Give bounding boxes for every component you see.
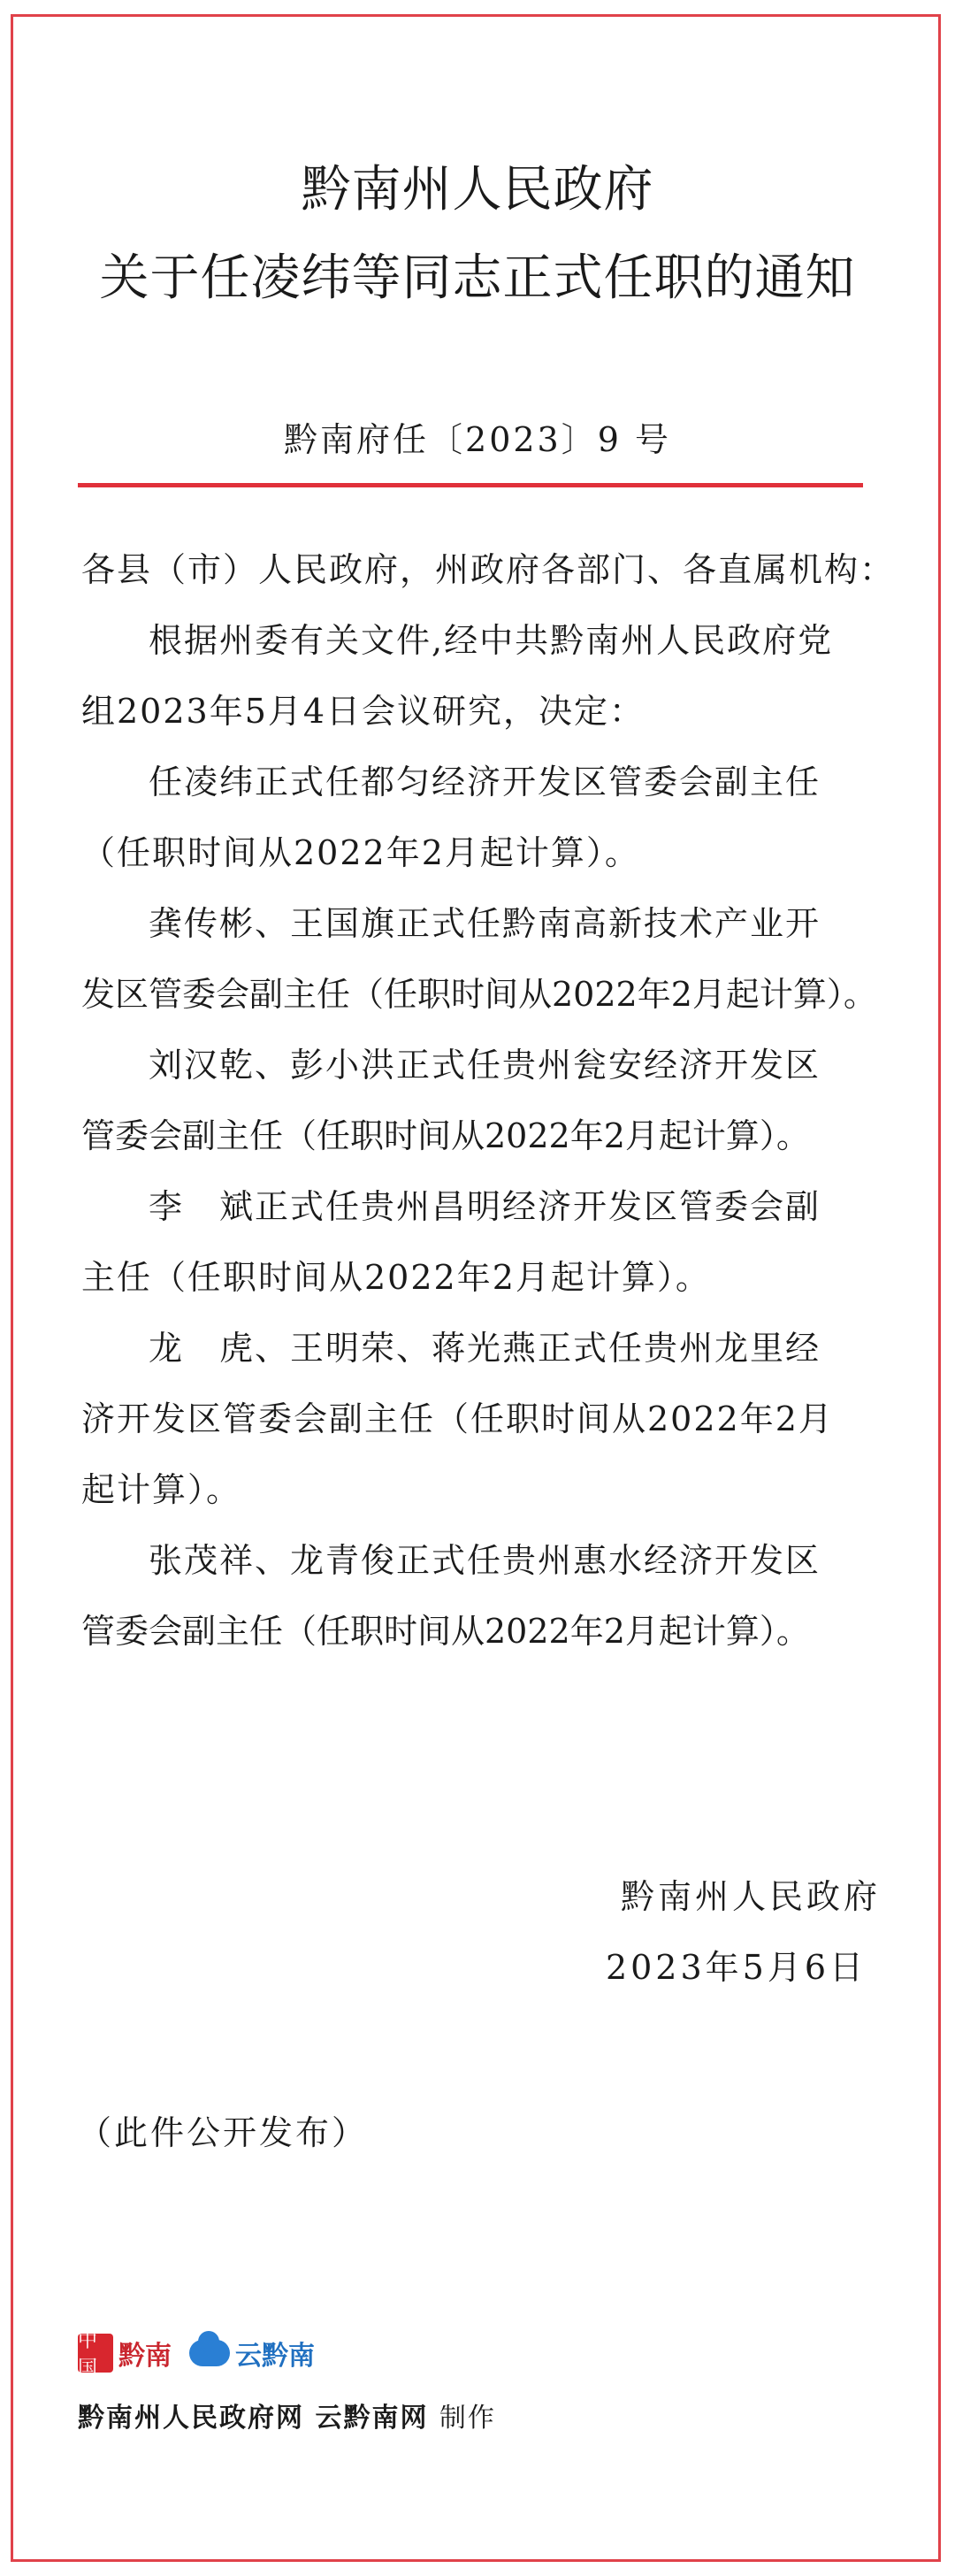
body-line: 发区管委会副主任（任职时间从2022年2月起计算）。: [81, 975, 877, 1014]
seal-icon: 中国: [78, 2334, 113, 2373]
document-number: 黔南府任〔2023〕9 号: [284, 420, 671, 459]
body-line: 张茂祥、龙青俊正式任贵州惠水经济开发区: [149, 1541, 821, 1580]
logo-text: 云黔南: [235, 2341, 315, 2372]
body-line: 主任（任职时间从2022年2月起计算）。: [81, 1258, 711, 1297]
signature-date: 2023年5月6日: [605, 1948, 867, 1987]
red-divider: [78, 483, 863, 487]
document-title-line1: 黔南州人民政府: [301, 161, 654, 218]
body-line: 刘汉乾、彭小洪正式任贵州瓮安经济开发区: [149, 1046, 821, 1085]
signature-org: 黔南州人民政府: [620, 1877, 881, 1916]
body-line: 起计算）。: [81, 1470, 242, 1509]
body-line: 管委会副主任（任职时间从2022年2月起计算）。: [81, 1116, 810, 1155]
qiannan-government-logo: [78, 2330, 172, 2380]
body-line: 任凌纬正式任都匀经济开发区管委会副主任: [149, 763, 821, 801]
body-line: （任职时间从2022年2月起计算）。: [81, 833, 640, 872]
body-line: 管委会副主任（任职时间从2022年2月起计算）。: [81, 1612, 810, 1651]
document-body: [81, 534, 895, 1667]
body-line: 龙 虎、王明荣、蒋光燕正式任贵州龙里经: [149, 1329, 821, 1368]
body-line: 龚传彬、王国旗正式任黔南高新技术产业开: [149, 904, 821, 943]
logo-text: 黔南: [118, 2341, 172, 2372]
body-line: 组2023年5月4日会议研究，决定：: [81, 692, 646, 731]
production-credit: [78, 2396, 496, 2434]
body-line: 济开发区管委会副主任（任职时间从2022年2月: [81, 1399, 834, 1438]
body-line: 李 斌正式任贵州昌明经济开发区管委会副: [149, 1187, 821, 1226]
publication-note: （此件公开发布）: [78, 2113, 369, 2152]
credit-sites: 黔南州人民政府网 云黔南网: [78, 2403, 429, 2434]
body-line: 根据州委有关文件,经中共黔南州人民政府党: [149, 621, 834, 660]
cloud-icon: [189, 2340, 230, 2366]
yunqiannan-logo: [189, 2334, 315, 2373]
footer-logos: [78, 2327, 315, 2380]
document-title-line2: 关于任凌纬等同志正式任职的通知: [99, 249, 856, 307]
addressee-line: 各县（市）人民政府，州政府各部门、各直属机构：: [81, 550, 896, 589]
credit-made: 制作: [439, 2403, 496, 2434]
